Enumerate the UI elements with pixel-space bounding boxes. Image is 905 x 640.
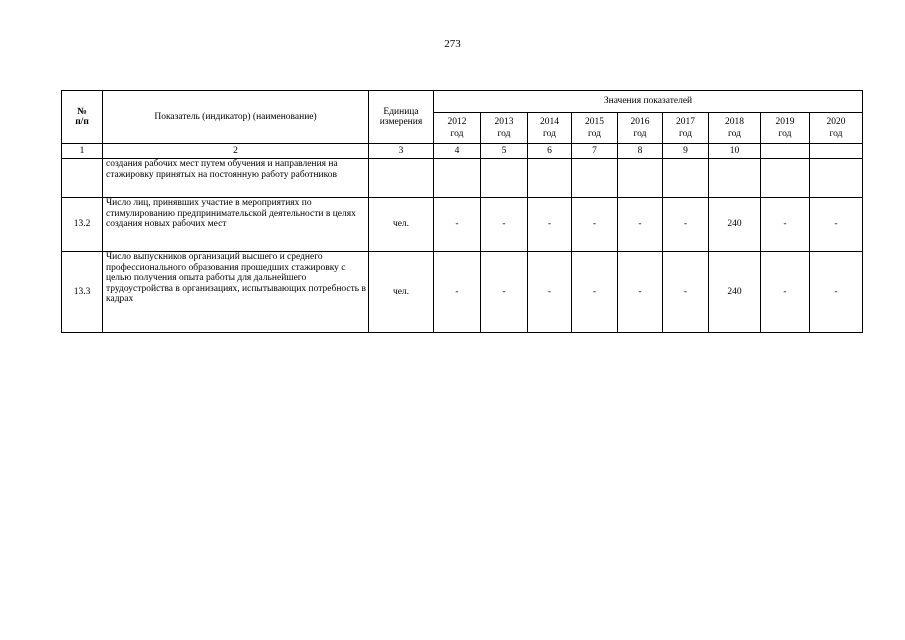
value-cell-2013: - xyxy=(481,252,528,333)
value-cell-2012 xyxy=(434,159,481,198)
column-number-cell xyxy=(761,144,810,159)
header-year-value: 2019 xyxy=(775,117,795,127)
column-numbers-row xyxy=(62,144,863,159)
value-cell-2015: - xyxy=(572,252,618,333)
value-cell-2013: - xyxy=(481,198,528,252)
header-unit: Единица измерения xyxy=(369,91,434,144)
table-row xyxy=(62,198,863,252)
header-year-2015 xyxy=(572,113,618,144)
header-year-suffix: год xyxy=(450,129,464,139)
value-cell-2020: - xyxy=(810,198,863,252)
column-number-cell: 7 xyxy=(572,144,618,159)
header-num: № п/п xyxy=(62,91,103,144)
header-year-suffix: год xyxy=(497,129,511,139)
value-cell-2019: - xyxy=(761,252,810,333)
value-cell-2015: - xyxy=(572,198,618,252)
unit-cell: чел. xyxy=(369,198,434,252)
page-number: 273 xyxy=(444,38,461,50)
value-cell-2016: - xyxy=(618,252,663,333)
row-number: 13.3 xyxy=(62,252,103,333)
value-cell-2017: - xyxy=(663,198,709,252)
value-cell-2016 xyxy=(618,159,663,198)
table-row xyxy=(62,252,863,333)
indicator-name: Число лиц, принявших участие в мероприятиях по стимулированию предпринимательской деятельности в целях создания новых рабочих мест xyxy=(103,198,369,252)
header-year-value: 2018 xyxy=(725,117,744,127)
header-year-suffix: год xyxy=(633,129,647,139)
value-cell-2020 xyxy=(810,159,863,198)
header-year-suffix: год xyxy=(588,129,601,139)
header-year-2014 xyxy=(528,113,572,144)
header-year-suffix: год xyxy=(543,129,556,139)
value-cell-2017: - xyxy=(663,252,709,333)
header-year-value: 2012 xyxy=(447,117,467,127)
unit-cell: чел. xyxy=(369,252,434,333)
header-year-value: 2014 xyxy=(540,117,559,127)
value-cell-2012: - xyxy=(434,198,481,252)
row-number xyxy=(62,159,103,198)
column-number-cell xyxy=(810,144,863,159)
header-year-suffix: год xyxy=(829,129,843,139)
column-number-cell: 1 xyxy=(62,144,103,159)
value-cell-2014: - xyxy=(528,252,572,333)
header-year-value: 2015 xyxy=(585,117,604,127)
indicator-name: создания рабочих мест путем обучения и направления на стажировку принятых на постоянную работу работников xyxy=(103,159,369,198)
value-cell-2014 xyxy=(528,159,572,198)
header-year-suffix: год xyxy=(728,129,741,139)
header-year-value: 2013 xyxy=(494,117,514,127)
value-cell-2018: 240 xyxy=(709,252,761,333)
row-number: 13.2 xyxy=(62,198,103,252)
indicator-name: Число выпускников организаций высшего и среднего профессионального образования прошедших стажировку с целью получения опыта работы для дальнейшего трудоустройства в организациях, испытывающих потребность в кадрах xyxy=(103,252,369,333)
value-cell-2016: - xyxy=(618,198,663,252)
header-year-suffix: год xyxy=(778,129,792,139)
column-number-cell: 8 xyxy=(618,144,663,159)
column-number-cell: 4 xyxy=(434,144,481,159)
value-cell-2018 xyxy=(709,159,761,198)
column-number-cell: 3 xyxy=(369,144,434,159)
header-year-2013 xyxy=(481,113,528,144)
value-cell-2015 xyxy=(572,159,618,198)
value-cell-2020: - xyxy=(810,252,863,333)
header-year-2012 xyxy=(434,113,481,144)
header-year-2017 xyxy=(663,113,709,144)
column-number-cell: 2 xyxy=(103,144,369,159)
header-row-top xyxy=(62,91,863,113)
header-year-value: 2020 xyxy=(826,117,846,127)
value-cell-2013 xyxy=(481,159,528,198)
column-number-cell: 6 xyxy=(528,144,572,159)
value-cell-2014: - xyxy=(528,198,572,252)
value-cell-2017 xyxy=(663,159,709,198)
header-year-value: 2016 xyxy=(630,117,650,127)
column-number-cell: 9 xyxy=(663,144,709,159)
unit-cell xyxy=(369,159,434,198)
header-year-value: 2017 xyxy=(676,117,695,127)
header-year-suffix: год xyxy=(679,129,692,139)
header-year-2018 xyxy=(709,113,761,144)
table-row xyxy=(62,159,863,198)
header-name: Показатель (индикатор) (наименование) xyxy=(103,91,369,144)
header-values-group: Значения показателей xyxy=(434,91,863,113)
header-year-2019 xyxy=(761,113,810,144)
column-number-cell: 10 xyxy=(709,144,761,159)
column-number-cell: 5 xyxy=(481,144,528,159)
value-cell-2018: 240 xyxy=(709,198,761,252)
indicators-table xyxy=(61,90,863,333)
value-cell-2019: - xyxy=(761,198,810,252)
header-year-2016 xyxy=(618,113,663,144)
value-cell-2019 xyxy=(761,159,810,198)
header-year-2020 xyxy=(810,113,863,144)
value-cell-2012: - xyxy=(434,252,481,333)
